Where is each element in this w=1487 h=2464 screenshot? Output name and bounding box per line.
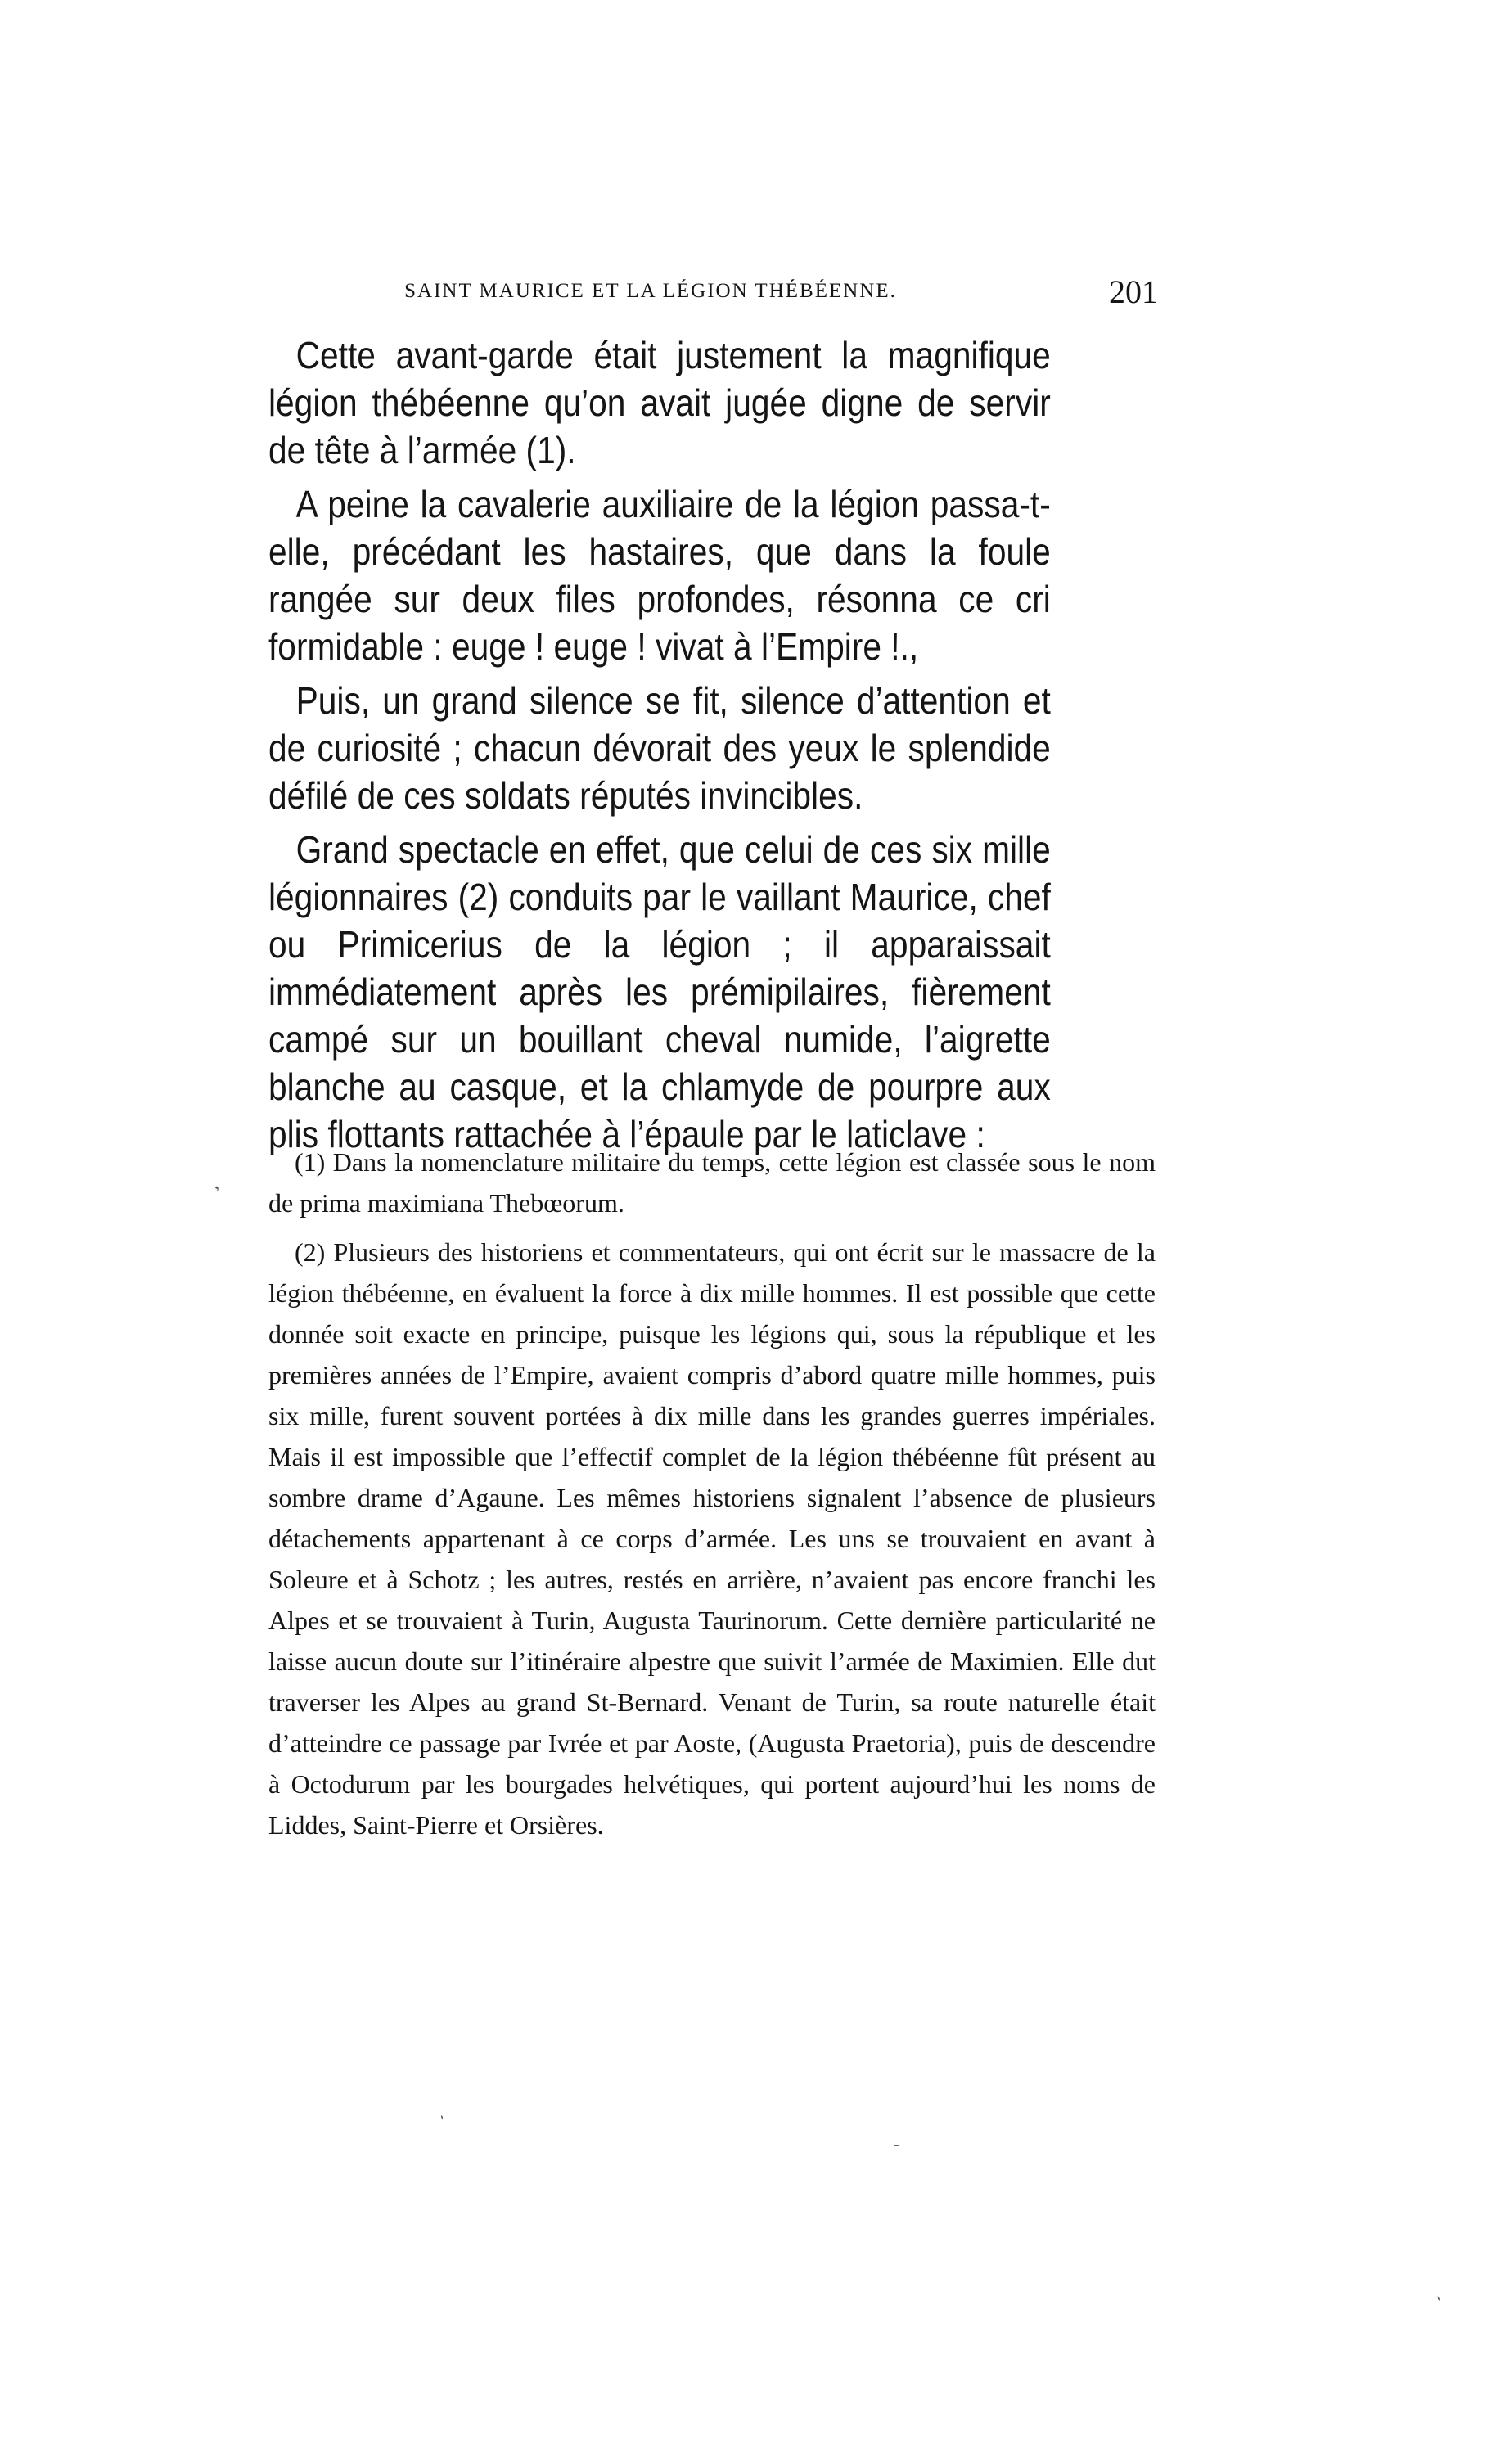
page-number: 201 — [1109, 273, 1158, 310]
main-text — [268, 331, 1051, 1164]
ink-speck: ˋ — [430, 2111, 448, 2132]
ink-speck: ˎ — [1435, 2282, 1453, 2302]
running-title: SAINT MAURICE ET LA LÉGION THÉBÉENNE. — [404, 280, 897, 302]
running-header — [274, 273, 1158, 318]
footnote-2: (2) Plusieurs des historiens et commentateurs, qui ont écrit sur le massacre de la légion thébéenne, en évaluent la force à dix mille hommes. Il est possible que cette donnée soit exacte en principe, puisque les légions qui, sous la république et les premières années de l’Empire, avaient compris d’abord quatre mille hommes, puis six mille, furent souvent portées à dix mille dans les grandes guerres impériales. Mais il est impossible que l’effectif complet de la légion thébéenne fût présent au sombre drame d’Agaune. Les mêmes historiens signalent l’absence de plusieurs détachements appartenant à ce corps d’armée. Les uns se trouvaient en avant à Soleure et à Schotz ; les autres, restés en arrière, n’avaient pas encore franchi les Alpes et se trouvaient à Turin, Augusta Taurinorum. Cette dernière particularité ne laisse aucun doute sur l’itinéraire alpestre que suivit l’armée de Maximien. Elle dut traverser les Alpes au grand St-Bernard. Venant de Turin, sa route naturelle était d’atteindre ce passage par Ivrée et par Aoste, (Augusta Praetoria), puis de descendre à Octodurum par les bourgades helvétiques, qui portent aujourd’hui les noms de Liddes, Saint-Pierre et Orsières. — [268, 1237, 1156, 1840]
paragraph-3: Puis, un grand silence se fit, silence d’attention et de curiosité ; chacun dévorait des yeux le splendide défilé de ces soldats réputés invincibles. — [268, 679, 1051, 817]
footnote-1: (1) Dans la nomenclature militaire du temps, cette légion est classée sous le nom de prima maximiana Thebœorum. — [268, 1147, 1156, 1218]
ink-speck: ‐ — [894, 2134, 900, 2155]
paragraph-2: A peine la cavalerie auxiliaire de la légion passa-t-elle, précédant les hastaires, que dans la foule rangée sur deux files profondes, résonna ce cri formidable : euge ! euge ! vivat à l’Empire !., — [268, 483, 1051, 668]
paragraph-4: Grand spectacle en effet, que celui de ces six mille légionnaires (2) conduits par le vaillant Maurice, chef ou Primicerius de la légion ; il apparaissait immédiatement après les prémipilaires, fièrement campé sur un bouillant cheval numide, l’aigrette blanche au casque, et la chlamyde de pourpre aux plis flottants rattachée à l’épaule par le laticlave : — [268, 828, 1051, 1155]
paragraph-1: Cette avant-garde était justement la magnifique légion thébéenne qu’on avait jugée digne de servir de tête à l’armée (1). — [268, 334, 1051, 471]
ink-speck: ʼ — [211, 1182, 227, 1205]
footnotes — [268, 1142, 1156, 1854]
